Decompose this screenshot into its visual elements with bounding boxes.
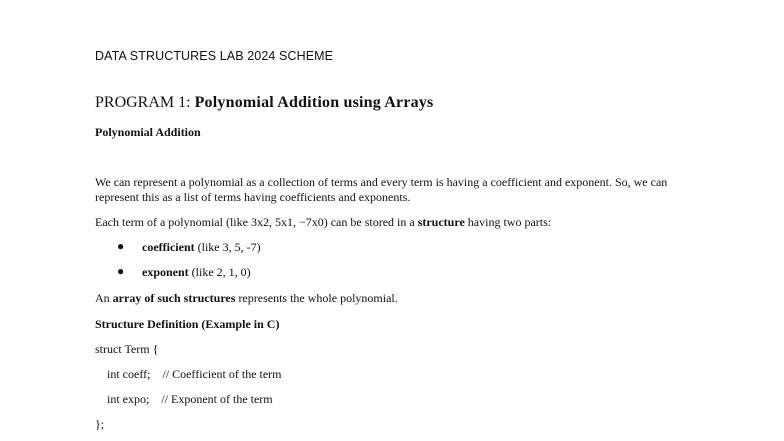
paragraph-array-bold: array of such structures xyxy=(112,291,236,305)
program-prefix: PROGRAM 1: xyxy=(95,94,195,111)
paragraph-structure-bold: structure xyxy=(417,215,465,229)
list-item xyxy=(117,265,417,281)
bullet-icon: ● xyxy=(117,239,125,253)
list-item-term: coefficient xyxy=(142,240,195,254)
code-line-2-comment: // Coefficient of the term xyxy=(162,367,282,381)
paragraph-array-after: represents the whole polynomial. xyxy=(235,291,398,305)
code-line-3 xyxy=(107,392,273,407)
paragraph-structure-before: Each term of a polynomial (like 3x2, 5x1, −7x0) can be stored in a xyxy=(95,215,418,229)
document-header: DATA STRUCTURES LAB 2024 SCHEME xyxy=(95,49,334,63)
paragraph-structure-after: having two parts: xyxy=(464,215,552,229)
code-line-2 xyxy=(107,367,282,382)
list-item-text xyxy=(142,265,251,280)
code-line-4: }; xyxy=(95,417,105,431)
list-item-term: exponent xyxy=(142,265,189,279)
paragraph-intro: We can represent a polynomial as a collection of terms and every term is having a coefficient and exponent. So, we can represent this as a list of terms having coefficients and exponents. xyxy=(95,175,668,204)
list-item xyxy=(117,240,417,256)
code-line-2-code: int coeff; xyxy=(107,367,151,381)
paragraph-structure xyxy=(95,215,551,230)
list-item-detail: (like 2, 1, 0) xyxy=(188,265,251,279)
paragraph-array xyxy=(95,291,398,306)
paragraph-array-before: An xyxy=(95,291,113,305)
program-heading xyxy=(95,94,433,112)
code-line-3-code: int expo; xyxy=(107,392,150,406)
list-item-text xyxy=(142,240,261,255)
list-item-detail: (like 3, 5, -7) xyxy=(194,240,261,254)
section-subtitle: Polynomial Addition xyxy=(95,125,201,139)
code-line-1: struct Term { xyxy=(95,342,159,356)
code-line-3-comment: // Exponent of the term xyxy=(161,392,273,406)
bullet-icon: ● xyxy=(117,264,125,278)
program-title: Polynomial Addition using Arrays xyxy=(194,94,434,111)
structure-definition-heading: Structure Definition (Example in C) xyxy=(95,317,280,331)
